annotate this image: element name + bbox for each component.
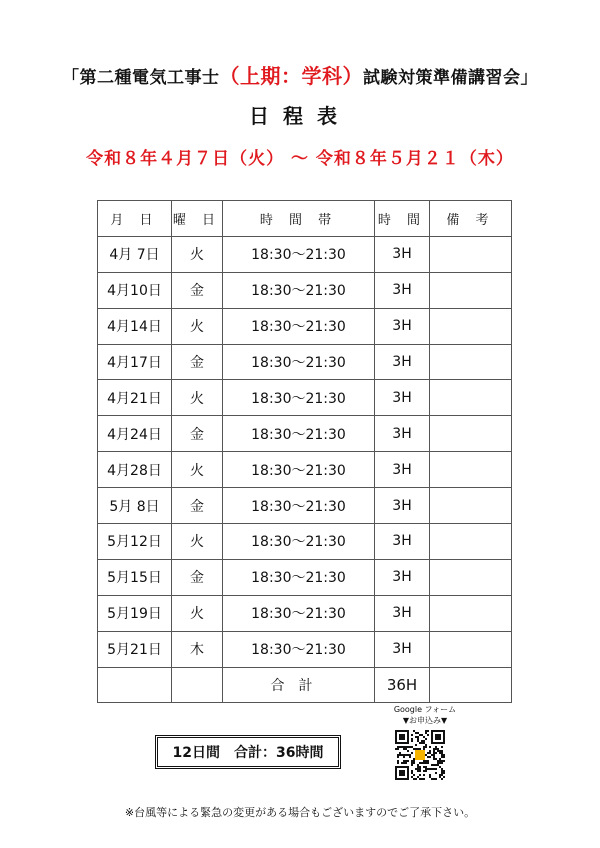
table-row xyxy=(98,416,512,452)
cell-note xyxy=(430,416,512,452)
schedule-heading: 日程表 xyxy=(249,104,351,128)
table-row xyxy=(98,380,512,416)
cell-hours: 3H xyxy=(375,559,430,595)
footnote: ※台風等による緊急の変更がある場合もございますのでご了承下さい。 xyxy=(124,806,476,819)
schedule-table xyxy=(97,200,512,703)
cell-date: 5月21日 xyxy=(98,631,172,667)
summary-days: 12日間 xyxy=(172,745,220,761)
cell-note xyxy=(430,380,512,416)
table-row xyxy=(98,488,512,524)
cell-day: 火 xyxy=(172,452,223,488)
table-row xyxy=(98,559,512,595)
cell-date: 5月15日 xyxy=(98,559,172,595)
cell-note xyxy=(430,272,512,308)
cell-time: 18:30～21:30 xyxy=(223,488,375,524)
form-caption-apply: ▼お申込み▼ xyxy=(402,716,448,725)
cell-date: 4月28日 xyxy=(98,452,172,488)
cell-time: 18:30～21:30 xyxy=(223,631,375,667)
cell-day: 金 xyxy=(172,344,223,380)
cell-hours: 3H xyxy=(375,524,430,560)
header-day: 曜 日 xyxy=(172,201,223,237)
cell-time: 18:30～21:30 xyxy=(223,236,375,272)
cell-hours: 3H xyxy=(375,631,430,667)
header-date: 月 日 xyxy=(98,201,172,237)
cell-time: 18:30～21:30 xyxy=(223,524,375,560)
cell-note xyxy=(430,595,512,631)
cell-note xyxy=(430,559,512,595)
summary-total: 合計：36時間 xyxy=(234,745,324,761)
cell-time: 18:30～21:30 xyxy=(223,595,375,631)
form-caption xyxy=(380,704,470,726)
cell-date: 4月10日 xyxy=(98,272,172,308)
page-title xyxy=(0,60,600,89)
cell-time: 18:30～21:30 xyxy=(223,380,375,416)
cell-day: 金 xyxy=(172,488,223,524)
table-row xyxy=(98,308,512,344)
cell-day: 火 xyxy=(172,380,223,416)
cell-hours: 3H xyxy=(375,452,430,488)
cell-note xyxy=(430,308,512,344)
cell-date: 4月21日 xyxy=(98,380,172,416)
header-time-slot: 時 間 帯 xyxy=(223,201,375,237)
cell-date: 5月 8日 xyxy=(98,488,172,524)
qr-code-icon[interactable] xyxy=(395,730,445,780)
total-row xyxy=(98,667,512,703)
table-row xyxy=(98,344,512,380)
table-row xyxy=(98,524,512,560)
cell-date: 5月19日 xyxy=(98,595,172,631)
title-part-2: （上期：学科） xyxy=(219,64,363,88)
form-caption-title: Google フォーム xyxy=(393,705,457,714)
cell-hours: 3H xyxy=(375,488,430,524)
cell-date: 4月17日 xyxy=(98,344,172,380)
total-label: 合計 xyxy=(223,667,375,703)
cell-hours: 3H xyxy=(375,380,430,416)
cell-hours: 3H xyxy=(375,236,430,272)
cell-time: 18:30～21:30 xyxy=(223,308,375,344)
cell-hours: 3H xyxy=(375,595,430,631)
table-header-row xyxy=(98,201,512,237)
cell-hours: 3H xyxy=(375,416,430,452)
cell-time: 18:30～21:30 xyxy=(223,272,375,308)
table-row xyxy=(98,631,512,667)
cell-note xyxy=(430,631,512,667)
cell-day: 火 xyxy=(172,308,223,344)
cell-hours: 3H xyxy=(375,308,430,344)
cell-day: 木 xyxy=(172,631,223,667)
table-row xyxy=(98,452,512,488)
cell-day: 金 xyxy=(172,559,223,595)
cell-time: 18:30～21:30 xyxy=(223,559,375,595)
table-row xyxy=(98,236,512,272)
cell-time: 18:30～21:30 xyxy=(223,416,375,452)
cell-note xyxy=(430,452,512,488)
cell-day: 火 xyxy=(172,524,223,560)
title-part-3: 試験対策準備講習会」 xyxy=(363,68,538,88)
title-part-1: 「第二種電気工事士 xyxy=(62,68,220,88)
header-hours: 時 間 xyxy=(375,201,430,237)
cell-note xyxy=(430,488,512,524)
cell-note xyxy=(430,236,512,272)
course-period: 令和８年４月７日（火） ～ 令和８年５月２１（木） xyxy=(86,149,514,169)
cell-date: 4月 7日 xyxy=(98,236,172,272)
cell-date: 5月12日 xyxy=(98,524,172,560)
total-hours: 36H xyxy=(375,667,430,703)
cell-date: 4月24日 xyxy=(98,416,172,452)
table-row xyxy=(98,272,512,308)
cell-day: 金 xyxy=(172,272,223,308)
cell-day: 火 xyxy=(172,236,223,272)
cell-hours: 3H xyxy=(375,344,430,380)
cell-time: 18:30～21:30 xyxy=(223,452,375,488)
cell-date: 4月14日 xyxy=(98,308,172,344)
table-row xyxy=(98,595,512,631)
summary-box xyxy=(155,735,341,769)
cell-hours: 3H xyxy=(375,272,430,308)
cell-time: 18:30～21:30 xyxy=(223,344,375,380)
header-remarks: 備 考 xyxy=(430,201,512,237)
cell-note xyxy=(430,344,512,380)
cell-note xyxy=(430,524,512,560)
cell-day: 金 xyxy=(172,416,223,452)
cell-day: 火 xyxy=(172,595,223,631)
